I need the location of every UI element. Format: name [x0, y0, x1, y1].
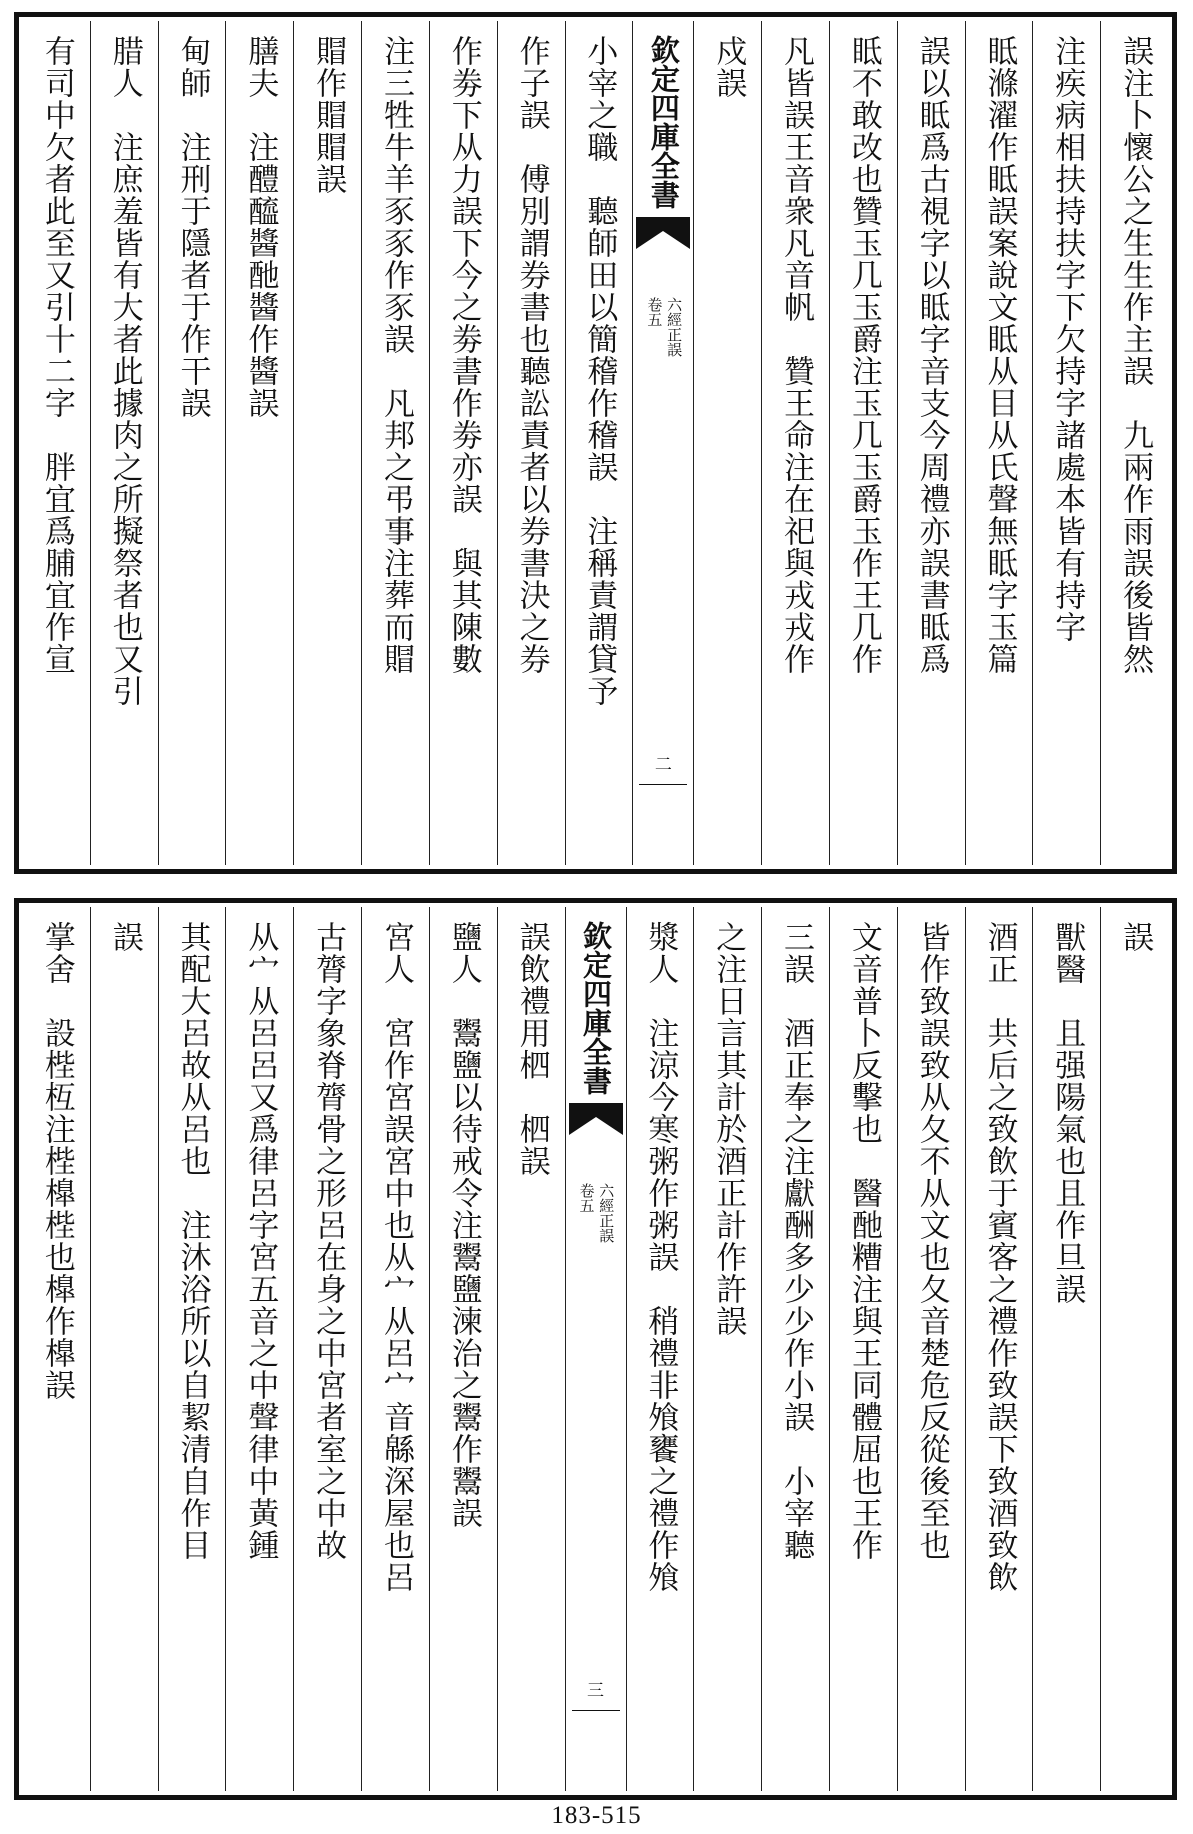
bottom-columns	[23, 907, 1168, 1791]
text-column	[761, 21, 829, 865]
center-title: 欽定四庫全書	[579, 921, 613, 1095]
column-text: 注三牲牛羊豕豕作豕誤 凡邦之弔事注葬而賵	[377, 35, 414, 675]
text-column	[158, 907, 226, 1791]
center-page-number: 二	[654, 755, 672, 775]
column-text: 掌舍 設梐枑注梐橰梐也橰作橰誤	[38, 921, 75, 1401]
top-page-block	[14, 12, 1177, 874]
column-text: 小宰之職 聽師田以簡稽作稽誤 注稱責謂貸予	[581, 35, 618, 707]
text-column	[626, 907, 694, 1791]
column-text: 戍誤	[710, 35, 747, 99]
text-column	[897, 907, 965, 1791]
footer-page-number: 183-515	[551, 1802, 642, 1829]
text-column	[761, 907, 829, 1791]
text-column	[293, 21, 361, 865]
center-book-info	[646, 297, 682, 357]
center-book-name: 六經正誤	[597, 1183, 616, 1243]
text-column	[225, 21, 293, 865]
center-divider	[639, 784, 687, 785]
center-volume: 卷五	[645, 297, 664, 327]
bottom-page-block	[14, 898, 1177, 1800]
column-text: 其配大呂故从呂也 注沐浴所以自絜清自作目	[174, 921, 211, 1561]
center-fold-column	[632, 21, 693, 865]
text-column	[497, 21, 565, 865]
column-text: 獸醫 且强陽氣也且作旦誤	[1049, 921, 1086, 1305]
column-text: 誤飲禮用柶 柶誤	[513, 921, 550, 1177]
column-text: 注疾病相扶持扶字下欠持字諸處本皆有持字	[1049, 35, 1086, 643]
center-divider	[572, 1710, 620, 1711]
column-text: 甸師 注刑于隱者于作干誤	[174, 35, 211, 419]
text-column	[897, 21, 965, 865]
text-column	[497, 907, 565, 1791]
top-columns	[23, 21, 1168, 865]
center-title: 欽定四庫全書	[646, 35, 681, 209]
text-column	[293, 907, 361, 1791]
center-fold-column	[565, 907, 626, 1791]
fish-tail-mark-icon	[569, 1103, 623, 1143]
column-text: 誤	[106, 921, 143, 953]
column-text: 膳夫 注醴醯醬酏醬作醬誤	[242, 35, 279, 419]
text-column	[1032, 21, 1100, 865]
text-column	[158, 21, 226, 865]
text-column	[429, 907, 497, 1791]
text-column	[90, 21, 158, 865]
column-text: 三誤 酒正奉之注獻酬多少少作小誤 小宰聽	[778, 921, 815, 1561]
column-text: 作劵下从力誤下今之劵書作劵亦誤 與其陳數	[445, 35, 482, 675]
column-text: 鹽人 鬻鹽以待戒令注鬻鹽湅治之鬻作鬻誤	[445, 921, 482, 1529]
column-text: 眡不敢改也贊玉几玉爵注玉几玉爵玉作王几作	[845, 35, 882, 675]
column-text: 眡滌濯作眡誤案說文眡从目从氏聲無眡字玉篇	[981, 35, 1018, 675]
text-column	[829, 907, 897, 1791]
column-text: 皆作致誤致从夂不从文也夂音楚危反從後至也	[913, 921, 950, 1561]
center-volume: 卷五	[577, 1183, 596, 1213]
column-text: 宮人 宮作宮誤宮中也从宀从呂宀音緜深屋也呂	[377, 921, 414, 1593]
fish-tail-mark-icon	[636, 217, 690, 257]
column-text: 从宀从呂呂又爲律呂字宮五音之中聲律中黃鍾	[242, 921, 279, 1561]
text-column	[829, 21, 897, 865]
text-column	[361, 907, 429, 1791]
text-column	[565, 21, 633, 865]
text-column	[90, 907, 158, 1791]
column-text: 腊人 注庶羞皆有大者此據肉之所擬祭者也又引	[106, 35, 143, 707]
text-column	[225, 907, 293, 1791]
text-column	[965, 21, 1033, 865]
text-column	[693, 907, 761, 1791]
text-column	[693, 21, 761, 865]
center-book-name: 六經正誤	[665, 297, 684, 357]
column-text: 文音普卜反擊也 醫酏糟注與王同體屈也王作	[845, 921, 882, 1561]
text-column	[23, 907, 90, 1791]
column-text: 有司中欠者此至又引十二字 胖宜爲脯宜作宣	[38, 35, 75, 675]
text-column	[965, 907, 1033, 1791]
column-text: 古膂字象脊膂骨之形呂在身之中宮者室之中故	[310, 921, 347, 1561]
column-text: 誤	[1117, 921, 1154, 953]
text-column	[1032, 907, 1100, 1791]
text-column	[23, 21, 90, 865]
column-text: 漿人 注涼今寒粥作粥誤 稍禮非飧饔之禮作飧	[642, 921, 679, 1593]
column-text: 凡皆誤王音衆凡音帆 贊王命注在祀與戎戎作	[778, 35, 815, 675]
column-text: 賵作賵賵誤	[310, 35, 347, 195]
column-text: 之注日言其計於酒正計作許誤	[710, 921, 747, 1337]
column-text: 酒正 共后之致飲于賓客之禮作致誤下致酒致飲	[981, 921, 1018, 1593]
column-text: 誤注卜懷公之生生作主誤 九兩作雨誤後皆然	[1117, 35, 1154, 675]
text-column	[361, 21, 429, 865]
center-book-info	[578, 1183, 614, 1243]
text-column	[1100, 907, 1168, 1791]
center-page-number: 三	[587, 1681, 604, 1701]
column-text: 誤以眡爲古視字以眡字音支今周禮亦誤書眡爲	[913, 35, 950, 675]
column-text: 作子誤 傅別謂券書也聽訟責者以券書決之券	[513, 35, 550, 675]
text-column	[429, 21, 497, 865]
text-column	[1100, 21, 1168, 865]
